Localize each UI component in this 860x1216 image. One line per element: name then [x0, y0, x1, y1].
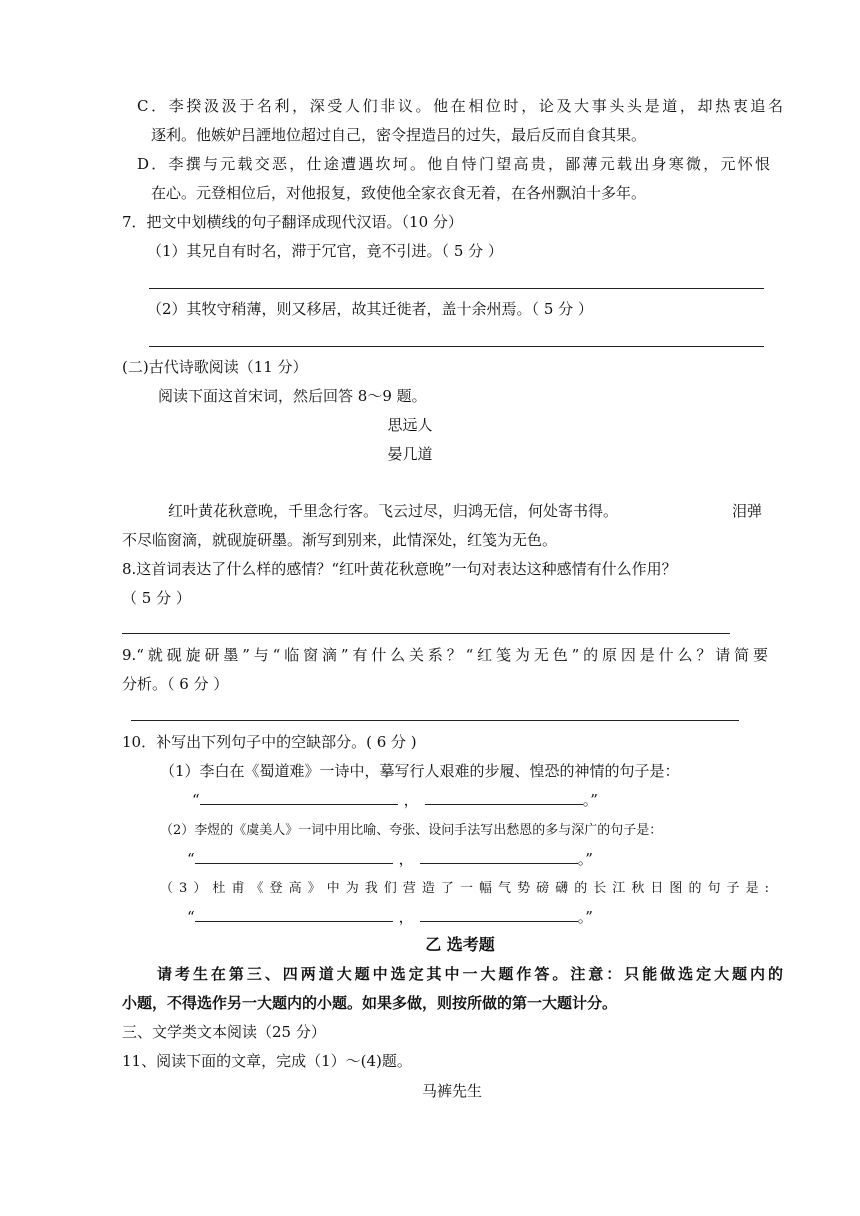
comma: ， — [398, 850, 414, 868]
fill-blank[interactable] — [195, 905, 393, 922]
elective-heading: 乙 选考题 — [425, 935, 495, 954]
answer-line — [131, 720, 739, 721]
section2-intro: 阅读下面这首宋词，然后回答 8～9 题。 — [158, 387, 427, 405]
q10-sentence1: （1）李白在《蜀道难》一诗中，摹写行人艰难的步履、惶恐的神情的句子是： — [160, 762, 680, 780]
option-c-line1: C．李揆汲汲于名利，深受人们非议。他在相位时，论及大事头头是道，却热衷追名 — [137, 97, 783, 115]
fill-blank[interactable] — [195, 847, 393, 864]
q7-title: 7．把文中划横线的句子翻译成现代汉语。（10 分） — [122, 213, 463, 231]
elective-note-line2: 小题，不得选作另一大题内的小题。如果多做，则按所做的第一大题计分。 — [122, 994, 618, 1012]
q10-blanks-3 — [187, 905, 593, 928]
article-title: 马裤先生 — [421, 1082, 482, 1100]
section2-title: (二)古代诗歌阅读（11 分） — [122, 358, 308, 376]
q9-line2: 分析。（ 6 分 ） — [122, 675, 229, 693]
answer-line — [122, 633, 730, 634]
open-quote: “ — [187, 908, 195, 926]
comma: ， — [403, 791, 419, 809]
q10-title: 10．补写出下列句子中的空缺部分。( 6 分 ) — [122, 733, 417, 751]
answer-line — [149, 346, 764, 347]
q10-blanks-2 — [187, 847, 593, 870]
q11-intro: 11、阅读下面的文章，完成（1）～(4)题。 — [122, 1052, 412, 1070]
close-quote: 。” — [577, 850, 593, 868]
fill-blank[interactable] — [420, 905, 578, 922]
q10-sentence3: （3）杜甫《登高》中为我们营造了一幅气势磅礴的长江秋日图的句子是: — [160, 881, 770, 896]
comma: ， — [398, 908, 414, 926]
poem-line2: 不尽临窗滴，就砚旋研墨。渐写到别来，此情深处，红笺为无色。 — [122, 531, 558, 549]
q7-sentence2: （2）其牧守稍薄，则又移居，故其迁徙者，盖十余州焉。（ 5 分 ） — [147, 300, 593, 318]
poem-line1-end: 泪弹 — [732, 502, 763, 520]
option-d-line2: 在心。元登相位后，对他报复，致使他全家衣食无着，在各州飘泊十多年。 — [151, 184, 647, 202]
fill-blank[interactable] — [200, 788, 398, 805]
open-quote: “ — [187, 850, 195, 868]
q7-sentence1: （1）其兄自有时名，滞于冗官，竟不引进。（ 5 分 ） — [147, 242, 503, 260]
poem-author: 晏几道 — [387, 445, 433, 463]
fill-blank[interactable] — [425, 788, 583, 805]
answer-line — [149, 288, 764, 289]
q9-line1: 9.“就砚旋研墨”与“临窗滴”有什么关系？“红笺为无色”的原因是什么？请简要 — [122, 646, 768, 664]
option-c-line2: 逐利。他嫉妒吕諲地位超过自己，密令捏造吕的过失，最后反而自食其果。 — [151, 126, 647, 144]
option-d-line1: D．李撰与元载交恶，仕途遭遇坎坷。他自恃门望高贵，鄙薄元载出身寒微，元怀恨 — [137, 155, 770, 173]
poem-title: 思远人 — [387, 416, 433, 434]
close-quote: 。” — [577, 908, 593, 926]
open-quote: “ — [192, 791, 200, 809]
q8-line1: 8.这首词表达了什么样的感情？“红叶黄花秋意晚”一句对表达这种感情有什么作用？ — [122, 560, 677, 578]
q10-sentence2: （2）李煜的《虞美人》一词中用比喻、夸张、设问手法写出愁恩的多与深广的句子是： — [160, 823, 663, 838]
section3-title: 三、文学类文本阅读（25 分） — [122, 1023, 326, 1041]
q8-line2: （ 5 分 ） — [122, 589, 191, 607]
fill-blank[interactable] — [420, 847, 578, 864]
poem-line1: 红叶黄花秋意晚，千里念行客。飞云过尽，归鸿无信，何处寄书得。 — [168, 502, 619, 520]
elective-note-line1: 请考生在第三、四两道大题中选定其中一大题作答。注意：只能做选定大题内的 — [157, 965, 783, 983]
q10-blanks-1 — [192, 788, 598, 811]
close-quote: 。” — [582, 791, 598, 809]
